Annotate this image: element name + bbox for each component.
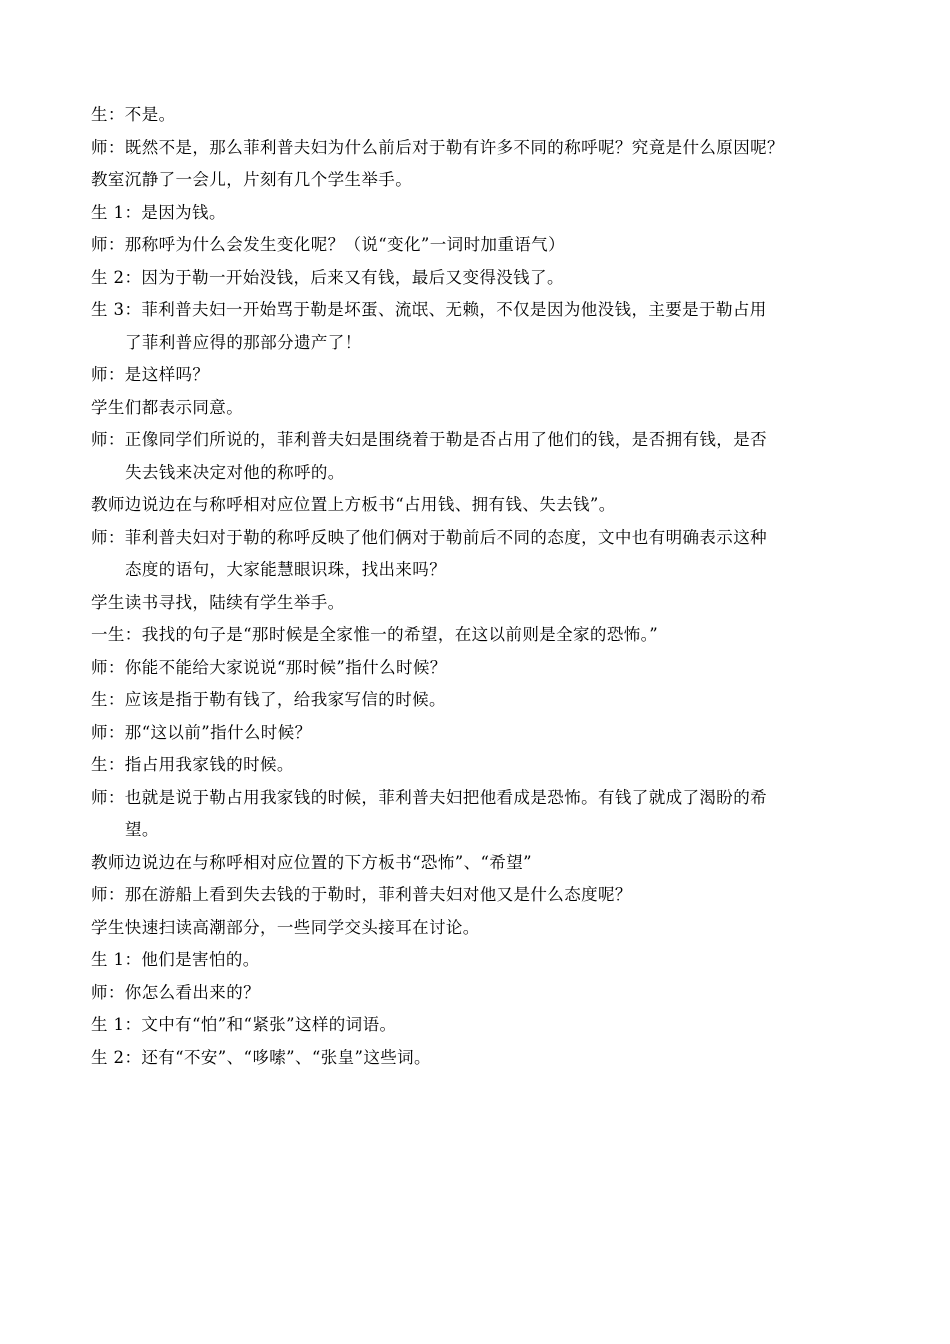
dialogue-line: 生 1：文中有“怕”和“紧张”这样的词语。 (91, 1015, 397, 1034)
dialogue-line: 师：正像同学们所说的，菲利普夫妇是围绕着于勒是否占用了他们的钱，是否拥有钱，是否 (91, 430, 767, 449)
dialogue-line: 生 2：还有“不安”、“哆嗦”、“张皇”这些词。 (91, 1047, 431, 1067)
dialogue-line: 师：也就是说于勒占用我家钱的时候，菲利普夫妇把他看成是恐怖。有钱了就成了渴盼的希 (91, 787, 767, 807)
dialogue-line-continuation: 失去钱来决定对他的称呼的。 (125, 462, 345, 482)
dialogue-line-continuation: 态度的语句，大家能慧眼识珠，找出来吗？ (125, 560, 447, 579)
dialogue-line-continuation: 望。 (125, 820, 159, 839)
dialogue-line: 一生：我找的句子是“那时候是全家惟一的希望，在这以前则是全家的恐怖。” (91, 625, 659, 644)
dialogue-line: 师：是这样吗？ (91, 365, 210, 384)
dialogue-line: 师：菲利普夫妇对于勒的称呼反映了他们俩对于勒前后不同的态度，文中也有明确表示这种 (91, 527, 767, 547)
dialogue-line: 师：既然不是，那么菲利普夫妇为什么前后对于勒有许多不同的称呼呢？究竟是什么原因呢？ (91, 137, 784, 157)
dialogue-line: 生：应该是指于勒有钱了，给我家写信的时候。 (91, 690, 446, 709)
dialogue-line: 学生们都表示同意。 (91, 397, 244, 417)
dialogue-line: 师：你能不能给大家说说“那时候”指什么时候？ (91, 657, 447, 677)
dialogue-line-continuation: 了菲利普应得的那部分遗产了！ (125, 332, 362, 352)
dialogue-line: 师：那称呼为什么会发生变化呢？（说“变化”一词时加重语气） (91, 235, 565, 254)
dialogue-line: 师：那“这以前”指什么时候？ (91, 722, 312, 742)
dialogue-line: 生 2：因为于勒一开始没钱，后来又有钱，最后又变得没钱了。 (91, 267, 564, 287)
dialogue-line: 学生快速扫读高潮部分，一些同学交头接耳在讨论。 (91, 917, 480, 937)
dialogue-line: 教师边说边在与称呼相对应位置上方板书“占用钱、拥有钱、失去钱”。 (91, 495, 616, 514)
dialogue-line: 生 1：他们是害怕的。 (91, 950, 260, 969)
dialogue-line: 教师边说边在与称呼相对应位置的下方板书“恐怖”、“希望” (91, 852, 532, 872)
dialogue-line: 生：指占用我家钱的时候。 (91, 755, 294, 774)
dialogue-line: 学生读书寻找，陆续有学生举手。 (91, 592, 345, 612)
document-body (91, 99, 881, 1074)
dialogue-line: 师：你怎么看出来的？ (91, 982, 260, 1002)
dialogue-line: 生 1：是因为钱。 (91, 202, 226, 222)
dialogue-line: 生 3：菲利普夫妇一开始骂于勒是坏蛋、流氓、无赖，不仅是因为他没钱，主要是于勒占用 (91, 300, 767, 319)
dialogue-line: 师：那在游船上看到失去钱的于勒时，菲利普夫妇对他又是什么态度呢？ (91, 885, 632, 904)
dialogue-line: 教室沉静了一会儿，片刻有几个学生举手。 (91, 170, 413, 189)
dialogue-line: 生：不是。 (91, 105, 176, 124)
